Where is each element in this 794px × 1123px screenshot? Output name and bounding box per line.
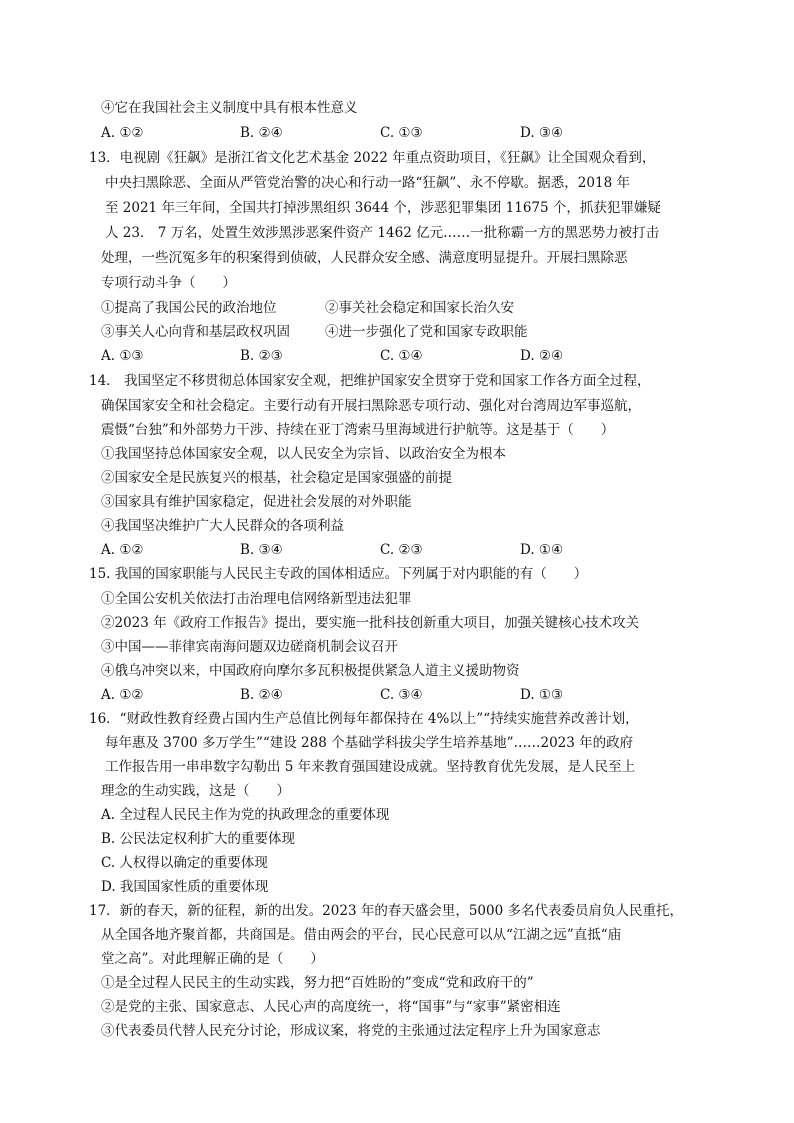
q14-item-4: ④我国坚决维护广大人民群众的各项利益 xyxy=(101,518,344,534)
q14-item-3: ③国家具有维护国家稳定，促进社会发展的对外职能 xyxy=(101,494,412,510)
q13-stem-line: 13．电视剧《狂飙》是浙江省文化艺术基金 2022 年重点资助项目，《狂飙》让全国观众看到， xyxy=(89,150,656,166)
q13-option-d[interactable]: D. ②④ xyxy=(520,348,564,364)
q14-stem-line: 震慑“台独”和外部势力干涉、持续在亚丁湾索马里海域进行护航等。这是基于（ ） xyxy=(101,422,615,438)
q17-item-2: ②是党的主张、国家意志、人民心声的高度统一，将“国事”与“家事”紧密相连 xyxy=(101,999,561,1015)
q14-option-c[interactable]: C. ②③ xyxy=(380,542,423,558)
q16-choice-a[interactable]: A. 全过程人民民主作为党的执政理念的重要体现 xyxy=(101,807,390,823)
q12-option-c[interactable]: C. ①③ xyxy=(380,125,423,141)
q14-option-a[interactable]: A. ①② xyxy=(101,542,144,558)
q14-item-1: ①我国坚持总体国家安全观，以人民安全为宗旨、以政治安全为根本 xyxy=(101,446,506,462)
q16-stem-line: 工作报告用一串串数字勾勒出 5 年来教育强国建设成就。坚持教育优先发展，是人民至上 xyxy=(105,759,636,775)
q14-option-d[interactable]: D. ①④ xyxy=(520,542,564,558)
q13-item-2: ②事关社会稳定和国家长治久安 xyxy=(325,300,514,316)
q13-stem-line: 处理，一些沉冤多年的积案得到侦破，人民群众安全感、满意度明显提升。开展扫黑除恶 xyxy=(101,250,628,266)
q17-stem-line: 堂之高”。对此理解正确的是（ ） xyxy=(101,951,324,967)
q14-stem-line: 确保国家安全和社会稳定。主要行动有开展扫黑除恶专项行动、强化对台湾周边军事巡航， xyxy=(101,398,641,414)
q15-item-2: ②2023 年《政府工作报告》提出，要实施一批科技创新重大项目，加强关键核心技术攻关 xyxy=(101,615,640,631)
q16-stem-line: 理念的生动实践，这是（ ） xyxy=(101,783,290,799)
q14-stem-line: 14． 我国坚定不移贯彻总体国家安全观，把维护国家安全贯穿于党和国家工作各方面全过程， xyxy=(89,373,651,389)
q15-stem: 15. 我国的国家职能与人民民主专政的国体相适应。下列属于对内职能的有（ ） xyxy=(89,566,588,582)
q17-item-1: ①是全过程人民民主的生动实践，努力把“百姓盼的”变成“党和政府干的” xyxy=(101,975,534,991)
q15-option-c[interactable]: C. ③④ xyxy=(380,687,423,703)
q16-stem-line: 每年惠及 3700 多万学生”“建设 288 个基础学科拔尖学生培养基地”……2023 年的政府 xyxy=(105,735,634,751)
q13-stem-line: 至 2021 年三年间，全国共打掉涉黑组织 3644 个，涉恶犯罪集团 11675 个，抓获犯罪嫌疑 xyxy=(105,200,661,216)
q15-item-1: ①全国公安机关依法打击治理电信网络新型违法犯罪 xyxy=(101,591,412,607)
q13-stem-line: 人 23． 7 万名，处置生效涉黑涉恶案件资产 1462 亿元……一批称霸一方的黑恶势力被打击 xyxy=(105,225,660,241)
q13-option-b[interactable]: B. ②③ xyxy=(240,348,283,364)
q13-item-1: ①提高了我国公民的政治地位 xyxy=(101,300,277,316)
q15-option-a[interactable]: A. ①② xyxy=(101,687,144,703)
q13-item-4: ④进一步强化了党和国家专政职能 xyxy=(325,324,528,340)
q13-item-3: ③事关人心向背和基层政权巩固 xyxy=(101,324,290,340)
q13-option-a[interactable]: A. ①③ xyxy=(101,348,144,364)
q12-option-a[interactable]: A. ①② xyxy=(101,125,144,141)
q16-choice-b[interactable]: B. 公民法定权利扩大的重要体现 xyxy=(101,831,296,847)
q16-choice-c[interactable]: C. 人权得以确定的重要体现 xyxy=(101,855,268,871)
q13-option-c[interactable]: C. ①④ xyxy=(380,348,423,364)
q12-option-b[interactable]: B. ②④ xyxy=(240,125,283,141)
q16-stem-line: 16．“财政性教育经费占国内生产总值比例每年都保持在 4%以上”“持续实施营养改善计划， xyxy=(89,711,639,727)
q13-stem-line: 中央扫黑除恶、全面从严管党治警的决心和行动一路“狂飙”、永不停歇。据悉，2018 年 xyxy=(105,175,630,191)
q17-stem-line: 从全国各地齐聚首都，共商国是。借由两会的平台，民心民意可以从“江湖之远”直抵“庙 xyxy=(101,927,622,943)
q14-option-b[interactable]: B. ③④ xyxy=(240,542,283,558)
q12-option-d[interactable]: D. ③④ xyxy=(520,125,564,141)
q14-item-2: ②国家安全是民族复兴的根基，社会稳定是国家强盛的前提 xyxy=(101,470,452,486)
q15-option-b[interactable]: B. ②④ xyxy=(240,687,283,703)
q15-option-d[interactable]: D. ①③ xyxy=(520,687,564,703)
q17-item-3: ③代表委员代替人民充分讨论，形成议案，将党的主张通过法定程序上升为国家意志 xyxy=(101,1023,601,1039)
q15-item-4: ④俄乌冲突以来，中国政府向摩尔多瓦积极提供紧急人道主义援助物资 xyxy=(101,663,520,679)
q16-choice-d[interactable]: D. 我国国家性质的重要体现 xyxy=(101,879,269,895)
q13-stem-line: 专项行动斗争（ ） xyxy=(101,275,236,291)
q17-stem-line: 17．新的春天，新的征程，新的出发。2023 年的春天盛会里，5000 多名代表委员肩负人民重托， xyxy=(89,903,683,919)
q12-item-4: ④它在我国社会主义制度中具有根本性意义 xyxy=(101,100,358,116)
q15-item-3: ③中国——菲律宾南海问题双边磋商机制会议召开 xyxy=(101,639,398,655)
